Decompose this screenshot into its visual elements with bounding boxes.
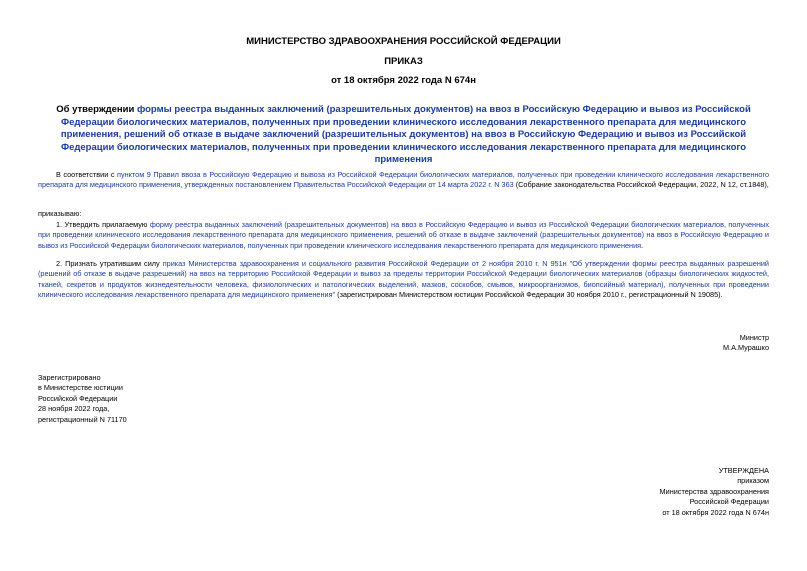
item-1-suffix: . [641,240,644,250]
approval-line: УТВЕРЖДЕНА [718,466,769,475]
signature-name: М.А.Мурашко [722,343,769,353]
registration-line: Российской Федерации [38,393,118,403]
title-form-link[interactable]: формы реестра выданных заключений (разрешительных документов) на ввоз в Российскую Федерацию и вывоз из Российской Федерации биологических материалов, полученных при проведении клинического исследования лекарственного препарата для медицинского применения, решений об отказе в выдаче заключений (разрешительных документов) на ввоз в Российскую Федерацию и вывоз из Российской Федерации биологических материалов, полученных при проведении клинического исследования лекарственного препарата для медицинского применения [60,104,751,165]
approval-line: Российской Федерации [689,497,769,507]
item-1-prefix: 1. Утвердить прилагаемую [56,220,150,229]
signature-position: Министр [739,333,769,342]
preamble-text-end: (Собрание законодательства Российской Федерации, 2022, N 12, ст.1848), [513,180,769,190]
preamble-text-start: В соответствии с [56,170,117,179]
registration-line: регистрационный N 71170 [38,414,127,424]
approval-line: Министерства здравоохранения [659,486,769,496]
approval-line: от 18 октября 2022 года N 674н [662,507,769,517]
approval-line: приказом [737,476,769,486]
doc-type-heading: ПРИКАЗ [384,56,423,67]
ministry-heading: МИНИСТЕРСТВО ЗДРАВООХРАНЕНИЯ РОССИЙСКОЙ ФЕДЕРАЦИИ [246,36,561,47]
registration-line: в Министерстве юстиции [38,383,123,393]
rules-link[interactable]: пунктом 9 Правил ввоза в Российскую Федерацию и вывоза из Российской Федерации биологических материалов, полученных при проведении клинического исследования лекарственного препарата для медицинского применения, утвержденных постановлением Правительства Российской Федерации от 14 марта 2022 г. N 363 [38,170,770,190]
title-prefix: Об утверждении [56,104,137,115]
item-1-form-link[interactable]: форму реестра выданных заключений (разрешительных документов) на ввоз в Российскую Федерацию и вывоз из Российской Федерации биологических материалов, полученных при проведении клинического исследования лекарственного препарата для медицинского применения, решений об отказе в выдаче заключений (разрешительных документов) на ввоз в Российскую Федерацию и вывоз из Российской Федерации биологических материалов, полученных при проведении клинического исследования лекарственного препарата для медицинского применения [38,220,769,250]
item-2-prefix: 2. Признать утратившим силу [56,259,163,268]
item-1-paragraph [38,220,769,251]
registration-block [38,373,127,425]
approval-block [660,466,769,518]
registration-line: 28 ноября 2022 года, [38,404,110,414]
order-word: приказываю: [38,209,82,218]
registration-line: Зарегистрировано [38,373,101,382]
date-number-heading: от 18 октября 2022 года N 674н [331,75,476,86]
signature-block [723,333,769,354]
item-2-paragraph [38,259,769,301]
preamble-paragraph [38,170,769,191]
item-2-suffix: (зарегистрирован Министерством юстиции Российской Федерации 30 ноября 2010 г., регистрационный N 19085). [335,290,723,300]
document-title [40,104,767,167]
item-2-order-link[interactable]: приказ Министерства здравоохранения и социального развития Российской Федерации от 2 ноября 2010 г. N 951н "Об утверждении формы реестра выданных разрешений (решений об отказе в выдаче разрешений) на ввоз на территорию Российской Федерации и вывоз за пределы территории Российской Федерации биологических материалов (образцы биологических жидкостей, тканей, секретов и продуктов жизнедеятельности человека, физиологических и патологических выделений, мазков, соскобов, смывов, микроорганизмов, биопсийный материал), полученных при проведении клинического исследования лекарственного препарата для медицинского применения" [38,259,770,300]
